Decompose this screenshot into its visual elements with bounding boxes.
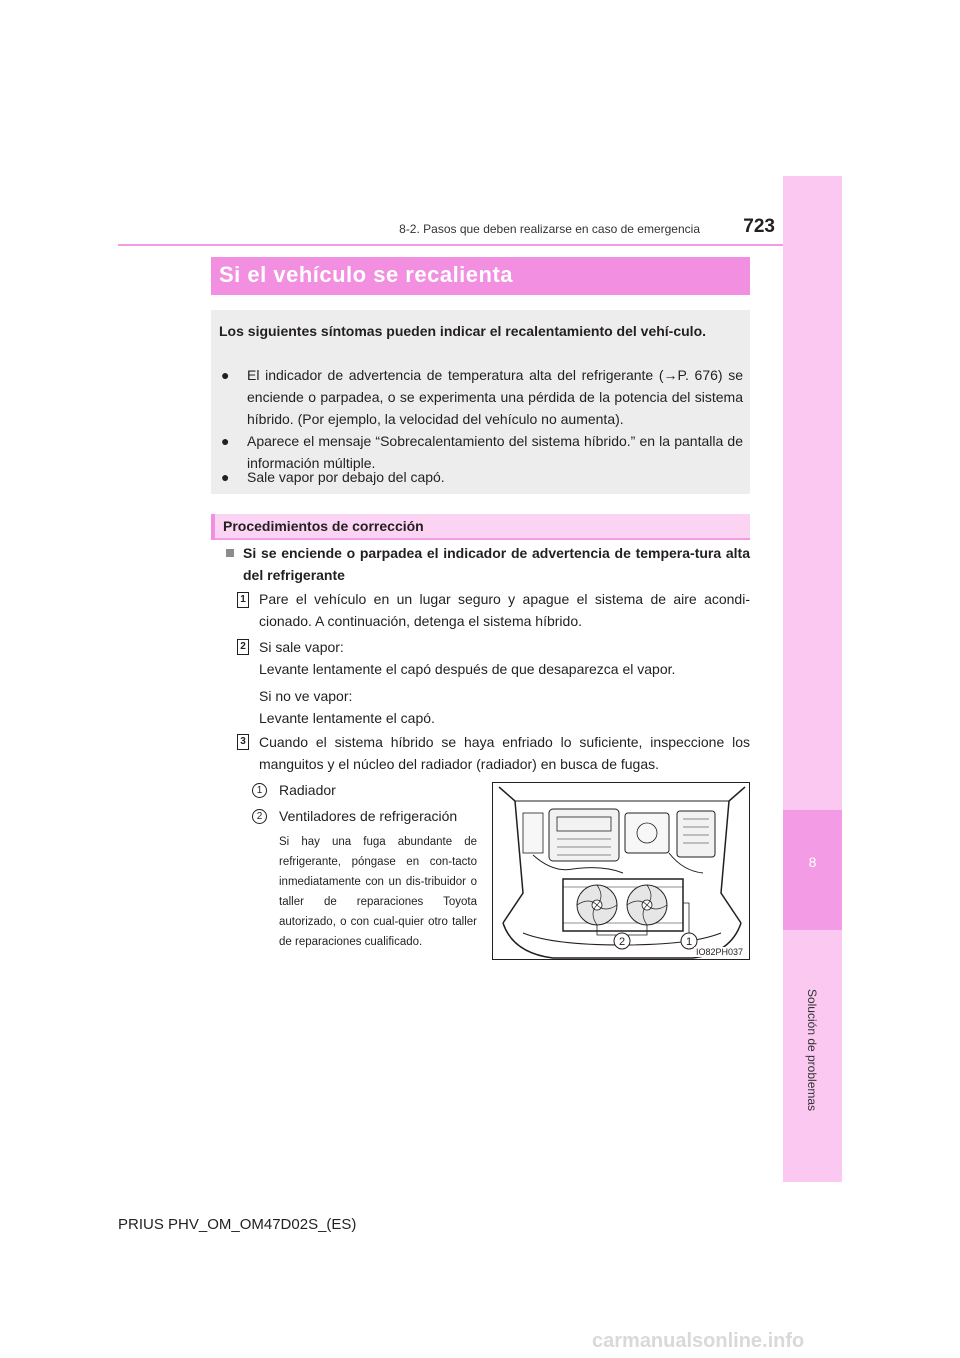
page-number: 723 — [743, 216, 775, 237]
procedures-heading-bar — [211, 514, 750, 540]
step-number-box: 1 — [237, 592, 249, 608]
heading-accent — [211, 514, 215, 540]
callout-2-label: 2 — [618, 936, 626, 948]
document-code: PRIUS PHV_OM_OM47D02S_(ES) — [118, 1216, 357, 1233]
watermark: carmanualsonline.info — [592, 1330, 805, 1352]
symptoms-lead: Los siguientes síntomas pueden indicar el recalentamiento del vehí-culo. — [219, 323, 707, 339]
step-text: Cuando el sistema híbrido se haya enfriado lo suficiente, inspeccione los manguitos y el núcleo del radiador (radiador) en busca de fugas. — [259, 734, 750, 772]
header-divider — [118, 244, 783, 246]
symptom-item: El indicador de advertencia de temperatura alta del refrigerante (→P. 676) se enciende o parpadea, o se experimenta una pérdida de la potencia del sistema híbrido. (Por ejemplo, la velocidad del vehículo no aumenta). — [247, 367, 743, 427]
leak-note: Si hay una fuga abundante de refrigerante, póngase en con-tacto inmediatamente con un dis-tribuidor o taller de reparaciones Toyota autorizado, o con cual-quier otro taller de reparaciones cualificado. — [279, 836, 477, 948]
square-bullet-icon — [226, 549, 234, 557]
symptom-item: Sale vapor por debajo del capó. — [247, 469, 445, 485]
step-text: Pare el vehículo en un lugar seguro y apague el sistema de aire acondi-cionado. A continuación, detenga el sistema híbrido. — [259, 591, 750, 629]
bullet-icon: ● — [221, 433, 230, 449]
header-section-title: 8-2. Pasos que deben realizarse en caso de emergencia — [399, 222, 700, 236]
bullet-icon: ● — [221, 367, 230, 383]
symptom-item: Aparece el mensaje “Sobrecalentamiento del sistema híbrido.” en la pantalla de información múltiple. — [247, 433, 743, 471]
callout-1-label: 1 — [685, 936, 693, 948]
step-text: Si sale vapor: — [259, 639, 344, 655]
engine-bay-illustration — [493, 783, 750, 960]
page-title: Si el vehículo se recalienta — [219, 262, 514, 287]
figure-code: IO82PH037 — [695, 947, 743, 957]
callout-number: 2 — [252, 809, 267, 824]
callout-number: 1 — [252, 783, 267, 798]
step-number-box: 2 — [237, 639, 249, 655]
part-label: Radiador — [279, 782, 336, 798]
bullet-icon: ● — [221, 469, 230, 485]
symptoms-box — [211, 310, 750, 494]
step-text: Levante lentamente el capó después de que desaparezca el vapor. — [259, 661, 676, 677]
chapter-number: 8 — [808, 854, 817, 870]
step-text: Si no ve vapor: — [259, 688, 353, 704]
engine-bay-figure — [492, 782, 750, 960]
chapter-number-tab — [783, 810, 842, 930]
part-label: Ventiladores de refrigeración — [279, 808, 458, 824]
case-heading: Si se enciende o parpadea el indicador de advertencia de tempera-tura alta del refrigerante — [243, 545, 750, 583]
step-number-box: 3 — [237, 734, 249, 750]
step-text: Levante lentamente el capó. — [259, 710, 435, 726]
procedures-heading: Procedimientos de corrección — [223, 518, 424, 534]
section-title-bar — [211, 257, 750, 295]
chapter-title: Solución de problemas — [805, 988, 819, 1112]
